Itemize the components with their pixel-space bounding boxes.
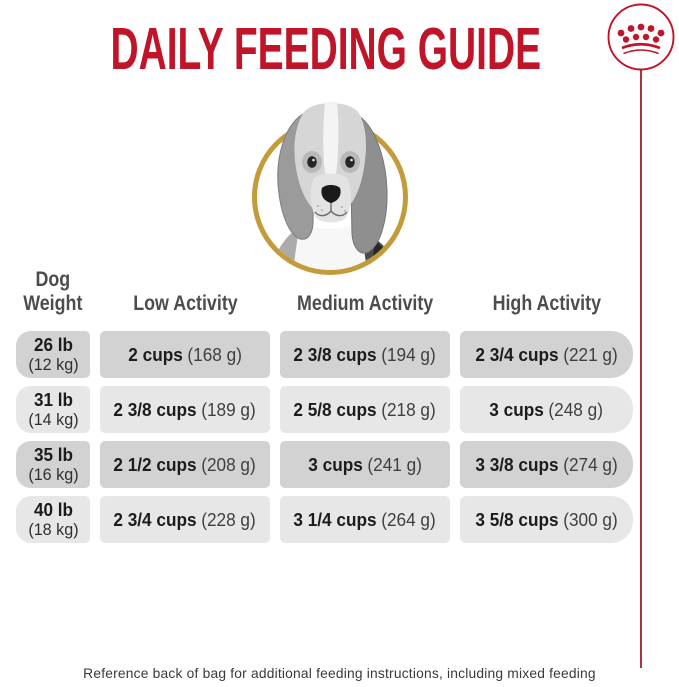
header-dog-line: Dog bbox=[35, 267, 71, 291]
medium-activity-cell: 2 5/8 cups (218 g) bbox=[280, 386, 450, 433]
high-activity-cell: 3 3/8 cups (274 g) bbox=[460, 441, 633, 488]
column-header-dog-weight bbox=[16, 268, 90, 318]
column-header-medium-activity: Medium Activity bbox=[296, 291, 434, 315]
weight-cell: 40 lb (18 kg) bbox=[16, 496, 90, 543]
low-activity-cell: 2 cups (168 g) bbox=[100, 331, 270, 378]
column-header-high-activity: High Activity bbox=[492, 291, 601, 315]
medium-activity-cell: 2 3/8 cups (194 g) bbox=[280, 331, 450, 378]
header-weight-line: Weight bbox=[23, 291, 83, 315]
medium-activity-cell: 3 1/4 cups (264 g) bbox=[280, 496, 450, 543]
page-title: DAILY FEEDING GUIDE bbox=[110, 16, 542, 82]
royal-canin-crown-icon bbox=[609, 5, 674, 70]
low-activity-cell: 2 3/4 cups (228 g) bbox=[100, 496, 270, 543]
weight-cell: 26 lb (12 kg) bbox=[16, 331, 90, 378]
low-activity-cell: 2 1/2 cups (208 g) bbox=[100, 441, 270, 488]
weight-cell: 35 lb (16 kg) bbox=[16, 441, 90, 488]
feeding-table bbox=[16, 331, 633, 543]
low-activity-cell: 2 3/8 cups (189 g) bbox=[100, 386, 270, 433]
column-header-low-activity: Low Activity bbox=[132, 291, 238, 315]
high-activity-cell: 3 5/8 cups (300 g) bbox=[460, 496, 633, 543]
weight-cell: 31 lb (14 kg) bbox=[16, 386, 90, 433]
footer-note: Reference back of bag for additional feeding instructions, including mixed feeding bbox=[83, 666, 596, 681]
table-header-row bbox=[16, 260, 633, 318]
high-activity-cell: 3 cups (248 g) bbox=[460, 386, 633, 433]
high-activity-cell: 2 3/4 cups (221 g) bbox=[460, 331, 633, 378]
medium-activity-cell: 3 cups (241 g) bbox=[280, 441, 450, 488]
